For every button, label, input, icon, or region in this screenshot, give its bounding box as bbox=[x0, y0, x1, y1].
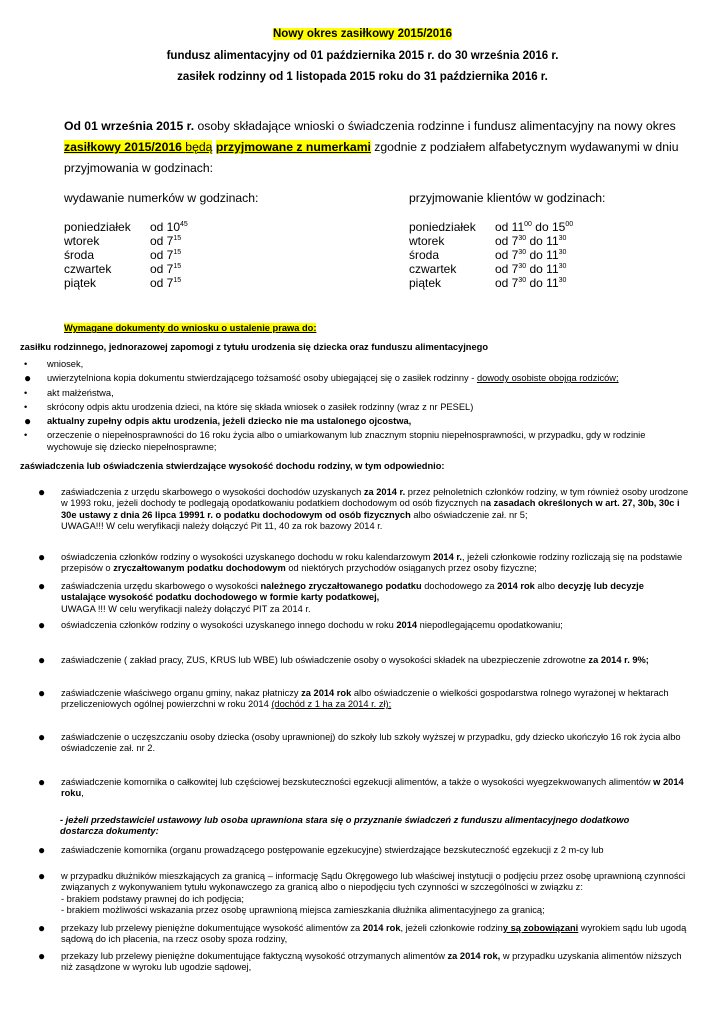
list-item: ● oświadczenia członków rodziny o wysokości uzyskanego dochodu w roku kalendarzowym 2014 r., jeżeli członkowie rodziny rozliczają się na podstawie przepisów o zryczałtowanym podatku dochodowym od niektórych przychodów osiąganych przez osoby fizyczne; bbox=[38, 550, 683, 574]
section-family-benefit-list bbox=[20, 359, 692, 453]
section-income-item-f bbox=[34, 688, 691, 711]
schedule-row bbox=[64, 234, 188, 248]
list-item: ● zaświadczenie ( zakład pracy, ZUS, KRUS lub WBE) lub oświadczenie osoby o wysokości składek na ubezpieczenie zdrowotne za 2014 r. 9%; bbox=[38, 653, 649, 667]
list-item: ● przekazy lub przelewy pieniężne dokumentujące faktyczną wysokość otrzymanych alimentów za 2014 rok, w przypadku uzyskania alimentów niższych niż zasądzone w wyroku lub ugodzie sądowej, bbox=[38, 949, 682, 973]
list-item: ● zaświadczenia urzędu skarbowego o wysokości należnego zryczałtowanego podatku dochodowego za 2014 rok albo decyzję lub decyzje ustalające wysokość podatku dochodowego w formie karty podatkowej, UWAGA !!! W celu weryfikacji należy dołączyć PIT za 2014 r. bbox=[38, 579, 644, 614]
section-family-benefit-title: zasiłku rodzinnego, jednorazowej zapomogi z tytułu urodzenia się dziecka oraz funduszu alimentacyjnego bbox=[20, 342, 489, 352]
time-value: od $7^{15}$ bbox=[150, 234, 182, 248]
section-alimony-item-m bbox=[34, 923, 691, 946]
list-item: • akt małżeństwa, bbox=[24, 387, 114, 398]
list-item: ● przekazy lub przelewy pieniężne dokumentujące wysokość alimentów za 2014 rok, jeżeli członkowie rodziny są zobowiązani wyrokiem sądu lub ugodą sądową do ich płacenia, na rzecz osoby spoza rodziny, bbox=[38, 921, 687, 945]
day-label: poniedziałek bbox=[64, 220, 131, 234]
list-item: ● zaświadczenie komornika (organu prowadzącego postępowanie egzekucyjne) stwierdzające bezskuteczność egzekucji z 2 m-cy lub bbox=[38, 843, 604, 857]
day-label: piątek bbox=[64, 276, 97, 290]
section-alimony-fund-title: - jeżeli przedstawiciel ustawowy lub osoba uprawniona stara się o przyznanie świadczeń z funduszu alimentacyjnego dodatkowo dostarcza dokumenty: bbox=[60, 815, 630, 837]
time-range: od $7^{30}$ do $11^{30}$ bbox=[495, 276, 567, 290]
time-range: od $7^{30}$ do $11^{30}$ bbox=[495, 248, 567, 262]
day-label: czwartek bbox=[409, 262, 457, 276]
list-item: ● zaświadczenie komornika o całkowitej lub częściowej bezskuteczności egzekucji alimentów, a także o wysokości wyegzekwowanych alimentów w 2014 roku, bbox=[38, 775, 684, 799]
day-label: poniedziałek bbox=[409, 220, 476, 234]
clients-schedule bbox=[409, 220, 573, 290]
list-item: ● w przypadku dłużników mieszkających za granicą – informację Sądu Okręgowego lub właściwej instytucji o podjęciu przez osobę uprawnioną czynności związanych z wykonywaniem tytułu wykonawczego za granicą albo o niepodjęciu tych czynności w szczególności w związku z: - brakiem podstawy prawnej do ich podjęcia; - brakiem możliwości wskazania przez osobę uprawnioną miejsca zamieszkania dłużnika alimentacyjnego za granicą; bbox=[38, 869, 686, 915]
list-item: • orzeczenie o niepełnosprawności do 16 roku życia albo o umiarkowanym lub znacznym stopniu niepełnosprawności, w przypadku, gdy w rodzinie wychowuje się dziecko niepełnosprawne; bbox=[24, 430, 646, 452]
section-income-item-b bbox=[34, 552, 691, 575]
schedule-row bbox=[64, 262, 188, 276]
time-value: od $7^{15}$ bbox=[150, 262, 182, 276]
time-range: od $7^{30}$ do $11^{30}$ bbox=[495, 262, 567, 276]
clients-schedule-header: przyjmowanie klientów w godzinach: bbox=[409, 191, 606, 205]
day-label: środa bbox=[409, 248, 440, 262]
document-title: Nowy okres zasiłkowy 2015/2016 bbox=[273, 28, 452, 40]
schedule-row bbox=[64, 248, 188, 262]
time-range: od $11^{00}$ do $15^{00}$ bbox=[495, 220, 574, 234]
time-value: od $10^{45}$ bbox=[150, 220, 188, 234]
list-item: • wniosek, bbox=[24, 359, 84, 369]
list-item: ● aktualny zupełny odpis aktu urodzenia, jeżeli dziecko nie ma ustalonego ojcostwa, bbox=[24, 414, 412, 429]
day-label: piątek bbox=[409, 276, 442, 290]
list-item: ● uwierzytelniona kopia dokumentu stwierdzającego tożsamość osoby ubiegającej się o zasiłek rodzinny - dowody osobiste obojga rodziców; bbox=[24, 371, 619, 386]
required-documents-title: Wymagane dokumenty do wniosku o ustalenie prawa do: bbox=[64, 323, 317, 333]
schedule-row bbox=[409, 262, 573, 276]
time-value: od $7^{15}$ bbox=[150, 276, 182, 290]
section-income-title: zaświadczenia lub oświadczenia stwierdzające wysokość dochodu rodziny, w tym odpowiednio: bbox=[20, 461, 445, 471]
numbers-schedule bbox=[64, 220, 188, 290]
section-income-item-a bbox=[34, 487, 691, 532]
intro-text-1: osoby składające wnioski o świadczenia rodzinne i fundusz alimentacyjny na nowy okres bbox=[194, 119, 676, 133]
fund-period-line: fundusz alimentacyjny od 01 października 2015 r. do 30 września 2016 r. bbox=[166, 50, 559, 62]
intro-date: Od 01 września 2015 r. bbox=[64, 119, 195, 133]
numbers-schedule-header: wydawanie numerków w godzinach: bbox=[64, 191, 259, 205]
schedule-row bbox=[409, 248, 573, 262]
section-alimony-item-l bbox=[34, 871, 691, 916]
day-label: wtorek bbox=[64, 234, 100, 248]
time-value: od $7^{15}$ bbox=[150, 248, 182, 262]
intro-numbered: przyjmowane z numerkami bbox=[215, 140, 371, 154]
list-item: ● zaświadczenie właściwego organu gminy, nakaz płatniczy za 2014 rok albo oświadczenie o wielkości gospodarstwa rolnego wyrażonej w hektarach przeliczeniowych ogólnej powierzchni w roku 2014 (dochód z 1 ha za 2014 r. zł); bbox=[38, 686, 669, 710]
schedule-row bbox=[64, 220, 188, 234]
schedule-row bbox=[409, 276, 573, 290]
time-range: od $7^{30}$ do $11^{30}$ bbox=[495, 234, 567, 248]
intro-will: będą bbox=[185, 140, 213, 154]
intro-text-2: zgodnie z podziałem alfabetycznym wydawanymi w dniu przyjmowania w godzinach: bbox=[64, 140, 679, 175]
section-income-item-h bbox=[34, 777, 691, 800]
section-income-item-e bbox=[34, 655, 691, 666]
section-alimony-item-k bbox=[34, 845, 634, 856]
day-label: wtorek bbox=[409, 234, 445, 248]
section-income-item-c bbox=[34, 581, 691, 615]
list-item: • skrócony odpis aktu urodzenia dzieci, na które się składa wniosek o zasiłek rodzinny (wraz z nr PESEL) bbox=[24, 401, 474, 412]
intro-paragraph bbox=[64, 116, 694, 179]
benefit-period-line: zasiłek rodzinny od 1 listopada 2015 roku do 31 października 2016 r. bbox=[177, 71, 548, 83]
section-income-item-g bbox=[34, 732, 691, 755]
list-item: ● zaświadczenie o uczęszczaniu osoby dziecka (osoby uprawnionej) do szkoły lub szkoły wyższej w przypadku, gdy dziecko ukończyło 16 rok życia albo oświadczenie zał. nr 2. bbox=[38, 730, 681, 754]
list-item: ● oświadczenia członków rodziny o wysokości uzyskanego innego dochodu w roku 2014 niepodlegającemu opodatkowaniu; bbox=[38, 618, 563, 632]
section-income-item-d bbox=[34, 620, 691, 631]
schedule-row bbox=[64, 276, 188, 290]
intro-period: zasiłkowy 2015/2016 bbox=[64, 140, 186, 154]
section-alimony-item-n bbox=[34, 951, 691, 974]
day-label: czwartek bbox=[64, 262, 112, 276]
title-line bbox=[0, 28, 725, 40]
list-item: ● zaświadczenia z urzędu skarbowego o wysokości dochodów uzyskanych za 2014 r. przez pełnoletnich członków rodziny, w tym również osoby urodzone w 1993 roku, jeżeli dochody te podlegają opodatkowaniu podatkiem dochodowym od osób fizycznych na zasadach określonych w art. 27, 30b, 30c i 30e ustawy z dnia 26 lipca 19991 r. o podatku dochodowym od osób fizycznych albo oświadczenie zał. nr 5; UWAGA!!! W celu weryfikacji należy dołączyć Pit 11, 40 za rok bazowy 2014 r. bbox=[38, 485, 689, 531]
schedule-row bbox=[409, 234, 573, 248]
schedule-row bbox=[409, 220, 573, 234]
day-label: środa bbox=[64, 248, 95, 262]
